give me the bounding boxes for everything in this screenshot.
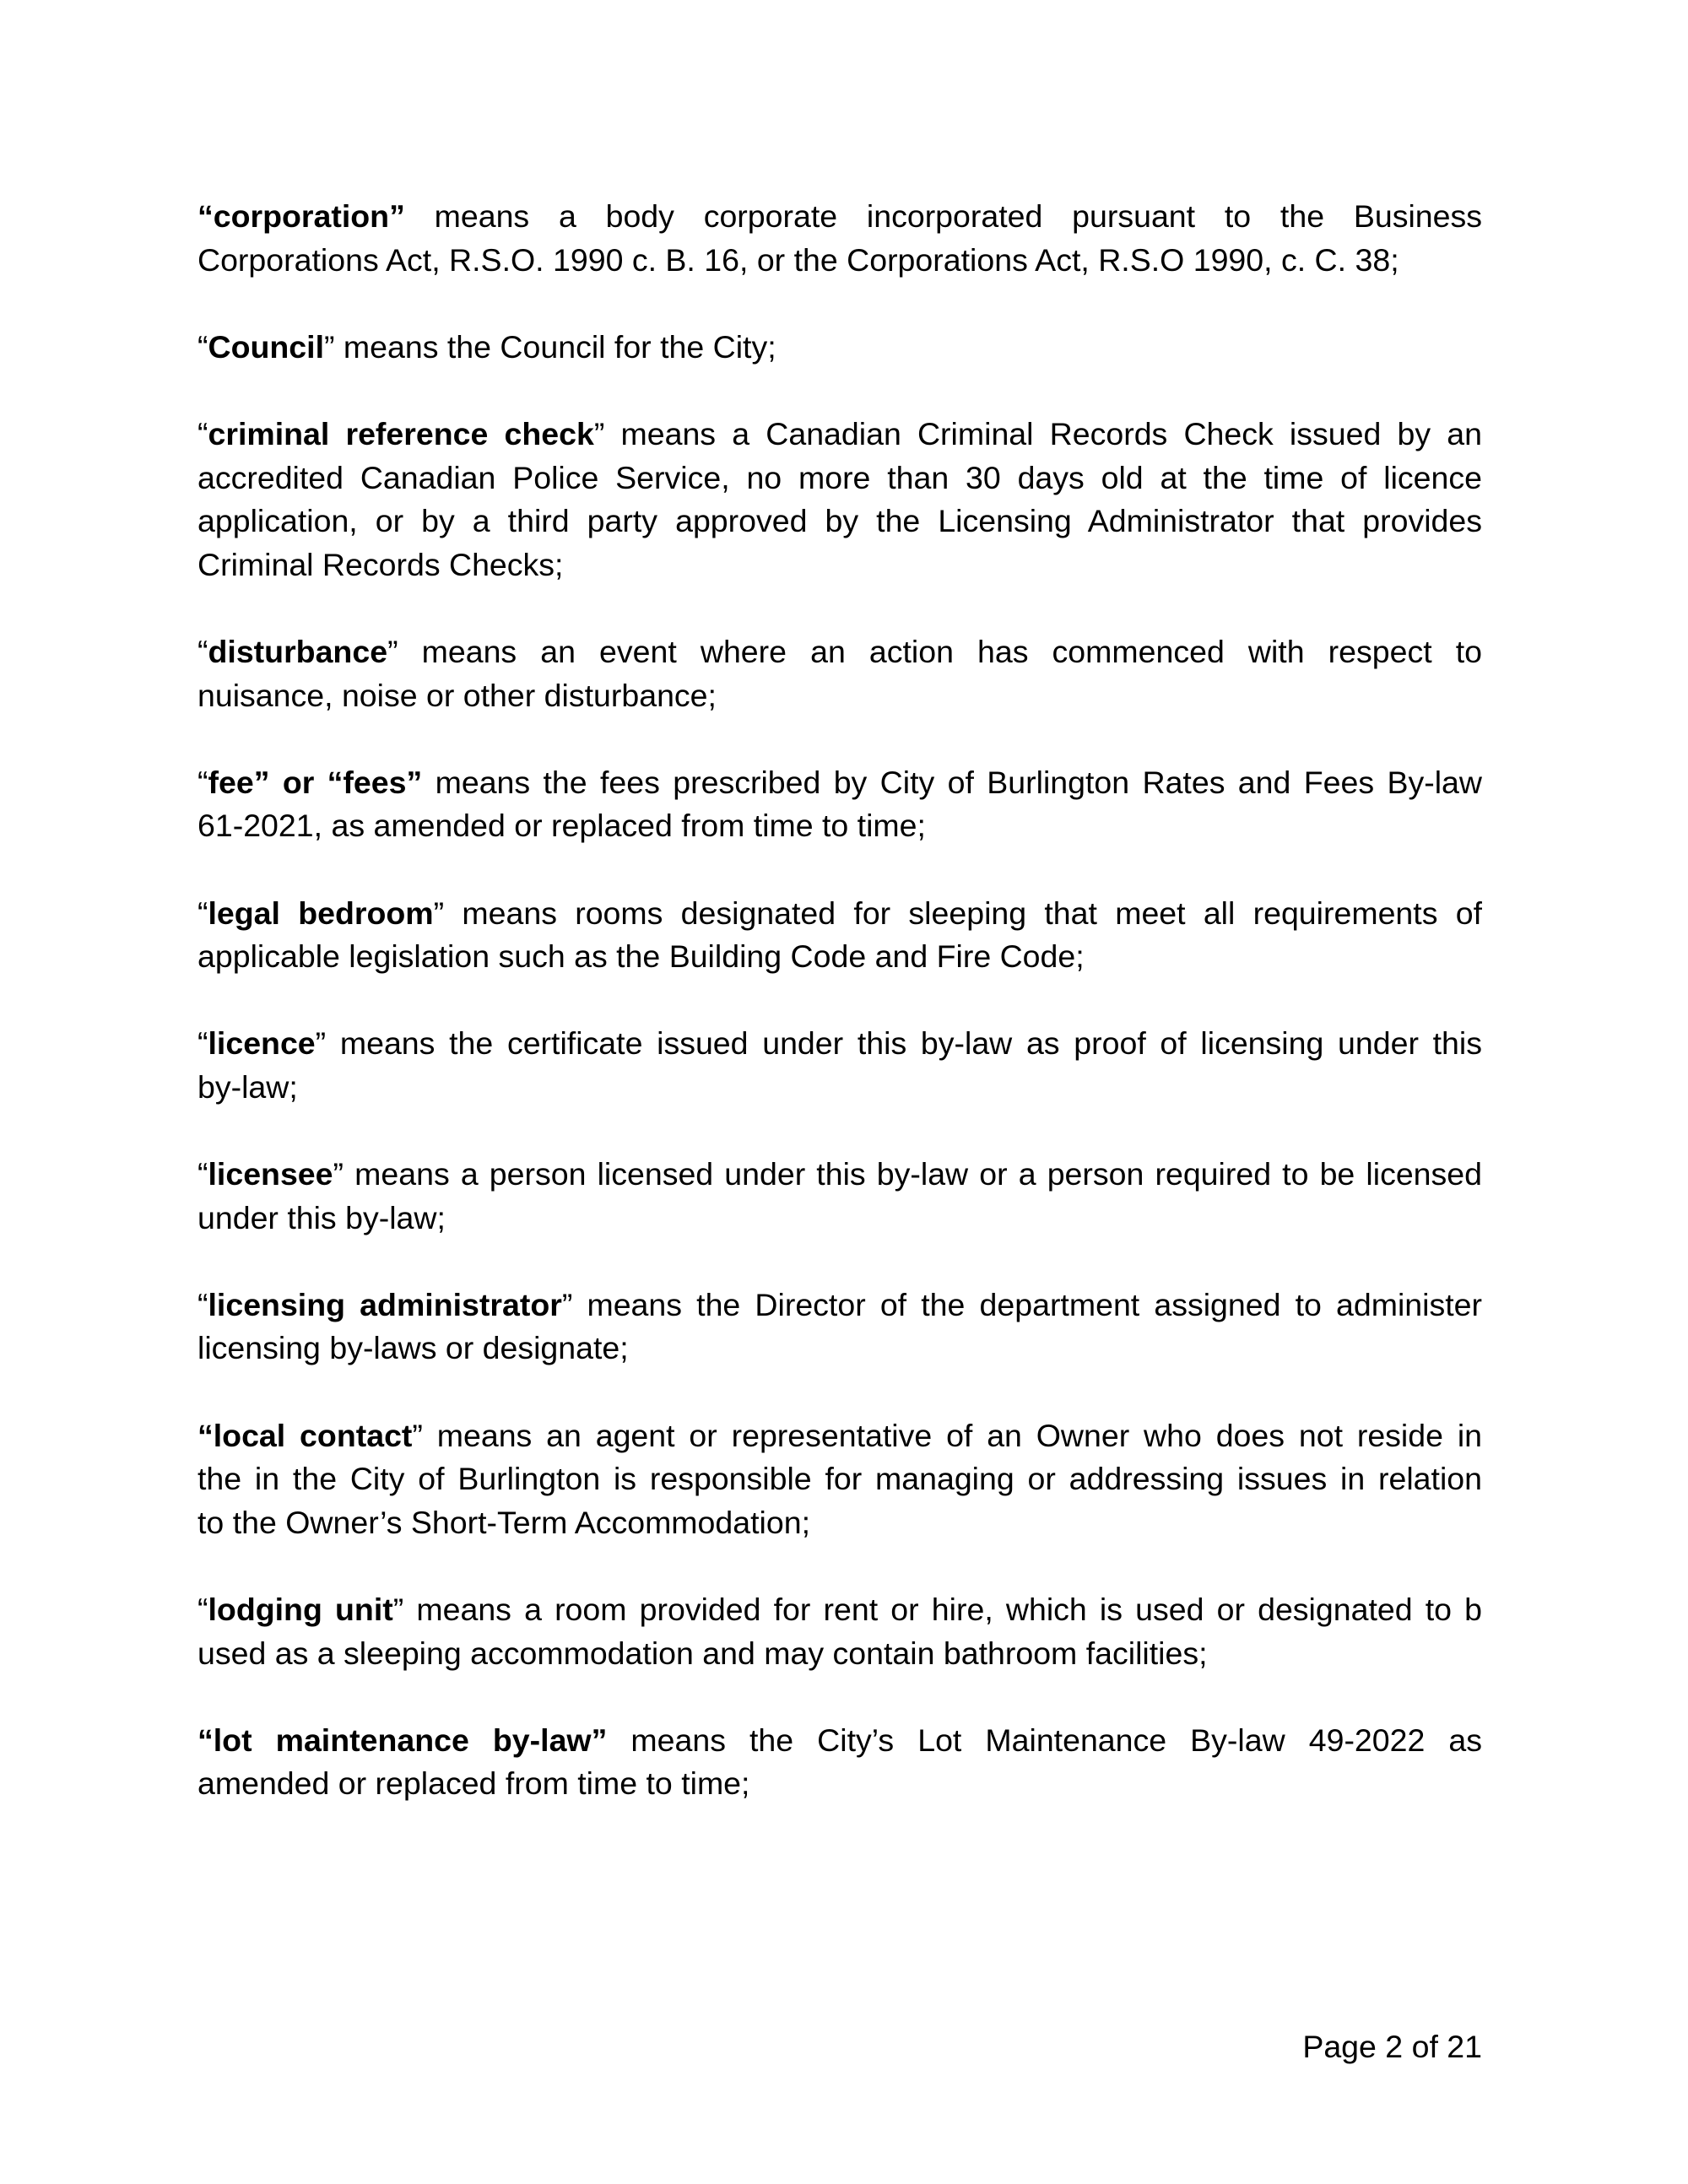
definition-line bbox=[197, 457, 1482, 500]
definition-paragraph bbox=[197, 892, 1482, 979]
definition-paragraph bbox=[197, 326, 1482, 370]
definition-paragraph bbox=[197, 1284, 1482, 1370]
definition-text: “ bbox=[197, 1156, 208, 1192]
definition-line bbox=[197, 543, 1482, 587]
defined-term: fee” or “fees” bbox=[208, 764, 423, 800]
defined-term: criminal reference check bbox=[208, 415, 594, 451]
definition-text: nuisance, noise or other disturbance; bbox=[197, 677, 717, 713]
definition-text: Corporations Act, R.S.O. 1990 c. B. 16, or the Corporations Act, R.S.O 1990, c. C. 38; bbox=[197, 241, 1399, 278]
defined-term: licence bbox=[208, 1025, 316, 1062]
definition-text: “ bbox=[197, 895, 208, 931]
definition-line bbox=[197, 1501, 1482, 1545]
defined-term: licensee bbox=[208, 1156, 333, 1192]
definition-paragraph bbox=[197, 1719, 1482, 1806]
definition-paragraph bbox=[197, 1414, 1482, 1545]
definition-line bbox=[197, 935, 1482, 979]
definitions-list bbox=[197, 195, 1482, 1850]
definition-text: “ bbox=[197, 764, 208, 800]
defined-term: Council bbox=[208, 328, 324, 365]
definition-line bbox=[197, 674, 1482, 718]
definition-text: ” means an event where an action has commenced with respect to bbox=[387, 633, 1482, 669]
definition-text: means a body corporate incorporated pursuant to the Business bbox=[404, 198, 1482, 234]
definition-paragraph bbox=[197, 1022, 1482, 1109]
definition-line bbox=[197, 195, 1482, 239]
definition-line bbox=[197, 1457, 1482, 1501]
definition-line bbox=[197, 1153, 1482, 1197]
definition-line bbox=[197, 326, 1482, 370]
definition-text: ” means an agent or representative of an Owner who does not reside in bbox=[412, 1417, 1482, 1453]
definition-line bbox=[197, 1284, 1482, 1327]
definition-text: “ bbox=[197, 1286, 208, 1322]
definition-text: “ bbox=[197, 633, 208, 669]
definition-line bbox=[197, 761, 1482, 805]
definition-text: amended or replaced from time to time; bbox=[197, 1765, 750, 1802]
definition-text: “ bbox=[197, 1592, 208, 1627]
definition-line bbox=[197, 1327, 1482, 1370]
definition-text: application, or by a third party approved by the Licensing Administrator that provides bbox=[197, 503, 1482, 539]
definition-text: used as a sleeping accommodation and may contain bathroom facilities; bbox=[197, 1635, 1208, 1671]
definition-text: 61-2021, as amended or replaced from time to time; bbox=[197, 808, 926, 844]
definition-text: “ bbox=[197, 328, 208, 365]
definition-line bbox=[197, 500, 1482, 543]
definition-text: ” means the Director of the department assigned to administer bbox=[561, 1286, 1482, 1322]
definition-line bbox=[197, 892, 1482, 936]
definition-paragraph bbox=[197, 1588, 1482, 1675]
defined-term: licensing administrator bbox=[208, 1286, 562, 1322]
defined-term: legal bedroom bbox=[208, 895, 434, 931]
definition-text: accredited Canadian Police Service, no more than 30 days old at the time of licence bbox=[197, 459, 1482, 495]
definition-text: “ bbox=[197, 415, 208, 451]
definition-line bbox=[197, 1632, 1482, 1676]
definition-paragraph bbox=[197, 195, 1482, 282]
definition-line bbox=[197, 1066, 1482, 1110]
definition-line bbox=[197, 1022, 1482, 1066]
page-number: Page 2 of 21 bbox=[1302, 2029, 1482, 2064]
definition-text: Criminal Records Checks; bbox=[197, 546, 564, 582]
definition-text: ” means a person licensed under this by-law or a person required to be licensed bbox=[333, 1156, 1482, 1192]
definition-text: the in the City of Burlington is responsible for managing or addressing issues in relation bbox=[197, 1461, 1482, 1497]
definition-paragraph bbox=[197, 1153, 1482, 1240]
definition-text: by-law; bbox=[197, 1068, 298, 1105]
defined-term: “local contact bbox=[197, 1417, 413, 1453]
definition-paragraph bbox=[197, 630, 1482, 717]
definition-line bbox=[197, 1719, 1482, 1763]
defined-term: “corporation” bbox=[197, 198, 405, 234]
definition-text: to the Owner’s Short-Term Accommodation; bbox=[197, 1504, 810, 1540]
definition-text: “ bbox=[197, 1025, 208, 1062]
definition-line bbox=[197, 1197, 1482, 1241]
definition-text: under this by-law; bbox=[197, 1199, 446, 1235]
definition-text: ” means the certificate issued under this by-law as proof of licensing under this bbox=[315, 1025, 1482, 1062]
defined-term: lodging unit bbox=[208, 1592, 393, 1627]
definition-line bbox=[197, 1762, 1482, 1806]
definition-text: ” means a Canadian Criminal Records Check issued by an bbox=[593, 415, 1482, 451]
definition-text: licensing by-laws or designate; bbox=[197, 1330, 629, 1366]
definition-line bbox=[197, 630, 1482, 674]
definition-text: applicable legislation such as the Building Code and Fire Code; bbox=[197, 938, 1085, 975]
definition-line bbox=[197, 1414, 1482, 1458]
defined-term: “lot maintenance by-law” bbox=[197, 1722, 608, 1758]
definition-text: ” means a room provided for rent or hire, which is used or designated to b bbox=[392, 1592, 1482, 1627]
definition-line bbox=[197, 1588, 1482, 1632]
definition-line bbox=[197, 804, 1482, 848]
definition-line bbox=[197, 239, 1482, 283]
definition-line bbox=[197, 413, 1482, 457]
definition-paragraph bbox=[197, 761, 1482, 848]
definition-text: means the fees prescribed by City of Burlington Rates and Fees By-law bbox=[422, 764, 1482, 800]
definition-text: ” means rooms designated for sleeping that meet all requirements of bbox=[433, 895, 1482, 931]
definition-paragraph bbox=[197, 413, 1482, 587]
definition-text: means the City’s Lot Maintenance By-law 49-2022 as bbox=[607, 1722, 1482, 1758]
definition-text: ” means the Council for the City; bbox=[324, 328, 776, 365]
defined-term: disturbance bbox=[208, 633, 388, 669]
